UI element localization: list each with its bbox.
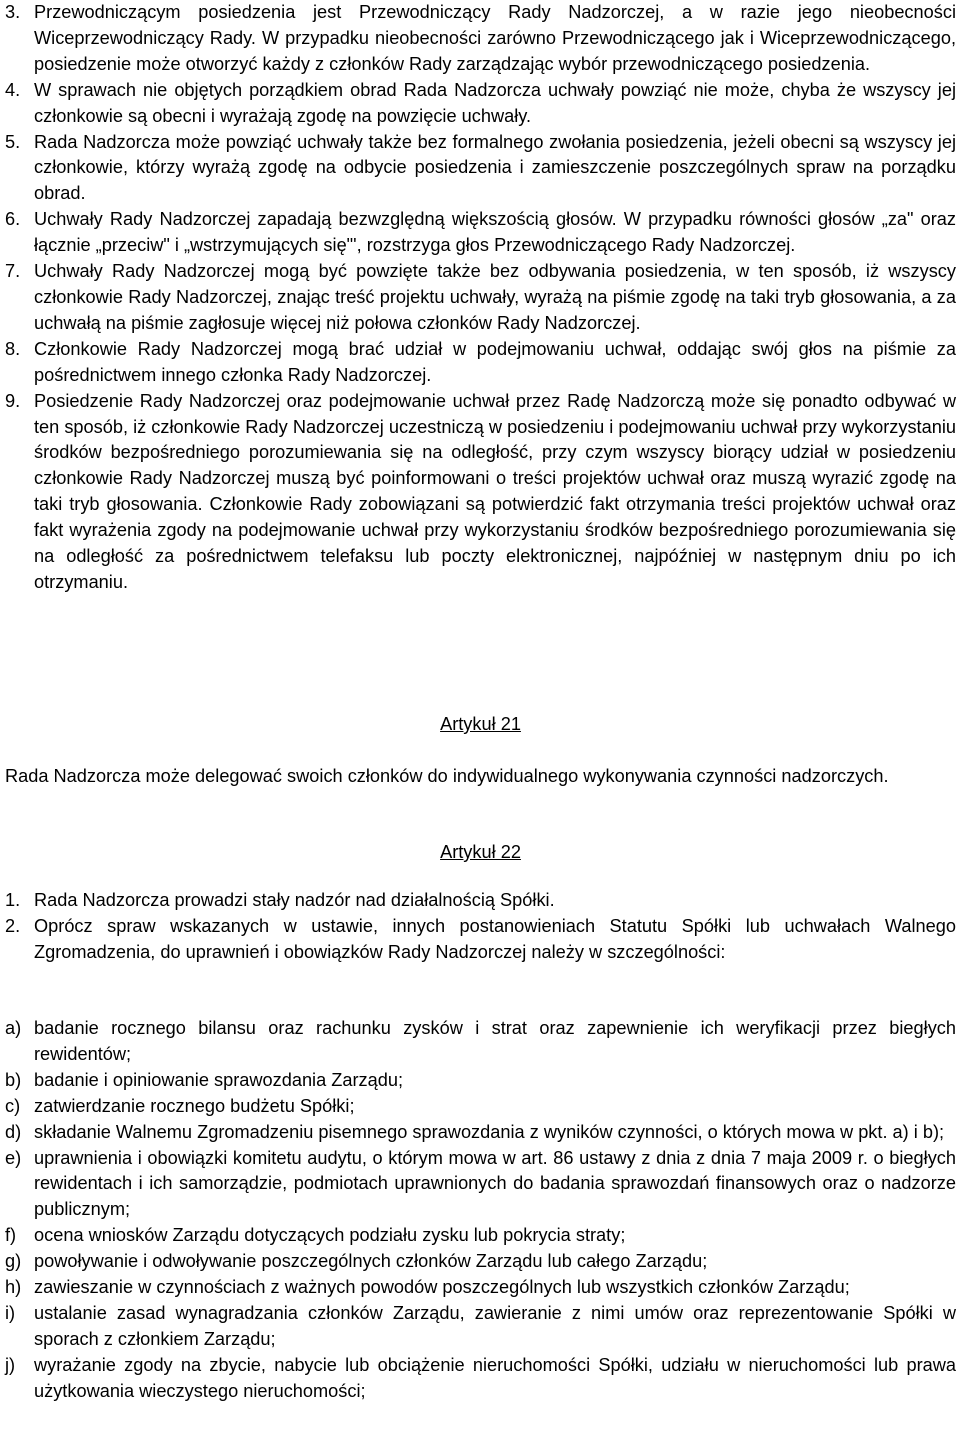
- list-item: [5, 1068, 956, 1094]
- list-item: [5, 914, 956, 966]
- list-item: [5, 1301, 956, 1353]
- article-21-heading: Artykuł 21: [440, 714, 521, 734]
- list-item: [5, 1249, 956, 1275]
- item-text: Uchwały Rady Nadzorczej mogą być powzięte także bez odbywania posiedzenia, w ten sposób, iż wszyscy członkowie Rady Nadzorczej, znając treść projektu uchwały, wyrażą na piśmie zgodę na taki tryb głosowania, a za uchwałą na piśmie zagłosuje więcej niż połowa członków Rady Nadzorczej.: [34, 261, 956, 333]
- item-number: 1.: [5, 890, 21, 910]
- list-item: [5, 1120, 956, 1146]
- item-text: Oprócz spraw wskazanych w ustawie, innych postanowieniach Statutu Spółki lub uchwałach Walnego Zgromadzenia, do uprawnień i obowiązków Rady Nadzorczej należy w szczególności:: [34, 915, 956, 962]
- item-number: 5.: [5, 131, 21, 152]
- item-number: 2.: [5, 915, 21, 936]
- item-text: wyrażanie zgody na zbycie, nabycie lub obciążenie nieruchomości Spółki, udziału w nieruchomości lub prawa użytkowania wieczystego nieruchomości;: [34, 1354, 956, 1401]
- item-letter: c): [5, 1095, 21, 1116]
- item-text: W sprawach nie objętych porządkiem obrad Rada Nadzorcza uchwały powziąć nie może, chyba że wszyscy jej członkowie są obecni i wyrażają zgodę na powzięcie uchwały.: [34, 79, 956, 126]
- item-text: zatwierdzanie rocznego budżetu Spółki;: [34, 1095, 355, 1116]
- item-letter: i): [5, 1302, 16, 1323]
- numbered-list-continued: [5, 0, 956, 596]
- list-item: [5, 337, 956, 389]
- item-number: 6.: [5, 209, 21, 230]
- list-item: [5, 1016, 956, 1068]
- item-letter: f): [5, 1225, 17, 1246]
- item-text: powoływanie i odwoływanie poszczególnych członków Zarządu lub całego Zarządu;: [34, 1251, 708, 1272]
- item-text: badanie rocznego bilansu oraz rachunku zysków i strat oraz zapewnienie ich weryfikacji przez biegłych rewidentów;: [34, 1018, 956, 1064]
- item-number: 7.: [5, 261, 21, 282]
- item-number: 8.: [5, 338, 21, 359]
- item-letter: e): [5, 1147, 22, 1168]
- item-number: 4.: [5, 79, 21, 100]
- item-text: Członkowie Rady Nadzorczej mogą brać udział w podejmowaniu uchwał, oddając swój głos na piśmie za pośrednictwem innego członka Rady Nadzorczej.: [34, 338, 956, 385]
- list-item: [5, 78, 956, 130]
- article-22-numbered-list: [5, 888, 956, 966]
- item-text: uprawnienia i obowiązki komitetu audytu, o którym mowa w art. 86 ustawy z dnia z dnia 7 maja 2009 r. o biegłych rewidentach i ich samorządzie, podmiotach uprawnionych do badania sprawozdań finansowych oraz o nadzorze publicznym;: [34, 1147, 956, 1220]
- list-item: [5, 389, 956, 596]
- list-item: [5, 207, 956, 259]
- item-text: ustalanie zasad wynagradzania członków Zarządu, zawieranie z nimi umów oraz reprezentowanie Spółki w sporach z członkiem Zarządu;: [34, 1302, 956, 1349]
- item-letter: j): [5, 1354, 16, 1375]
- item-letter: d): [5, 1121, 22, 1142]
- list-item: [5, 1353, 956, 1405]
- item-number: 9.: [5, 390, 21, 411]
- article-21-text: Rada Nadzorcza może delegować swoich członków do indywidualnego wykonywania czynności nadzorczych.: [5, 766, 889, 786]
- item-text: Rada Nadzorcza może powziąć uchwały także bez formalnego zwołania posiedzenia, jeżeli obecni są wszyscy jej członkowie, którzy wyrażą zgodę na odbycie posiedzenia i zamieszczenie poszczególnych spraw na porządku obrad.: [34, 131, 956, 204]
- list-item: [5, 1146, 956, 1224]
- item-text: Przewodniczącym posiedzenia jest Przewodniczący Rady Nadzorczej, a w razie jego nieobecności Wiceprzewodniczący Rady. W przypadku nieobecności zarówno Przewodniczącego jak i Wiceprzewodniczącego, posiedzenie może otworzyć każdy z członków Rady zarządzając wybór przewodniczącego posiedzenia.: [34, 2, 956, 74]
- item-text: Uchwały Rady Nadzorczej zapadają bezwzględną większością głosów. W przypadku równości głosów „za" oraz łącznie „przeciw" i „wstrzymujących się"', rozstrzyga głos Przewodniczącego Rady Nadzorczej.: [34, 209, 956, 256]
- item-text: ocena wniosków Zarządu dotyczących podziału zysku lub pokrycia straty;: [34, 1225, 626, 1246]
- item-text: badanie i opiniowanie sprawozdania Zarządu;: [34, 1069, 404, 1090]
- item-letter: g): [5, 1251, 22, 1272]
- list-item: [5, 1223, 956, 1249]
- list-item: [5, 0, 956, 78]
- item-letter: b): [5, 1069, 22, 1090]
- item-number: 3.: [5, 2, 21, 22]
- article-22-lettered-list: [5, 1016, 956, 1405]
- list-item: [5, 259, 956, 337]
- item-text: zawieszanie w czynnościach z ważnych powodów poszczególnych lub wszystkich członków Zarządu;: [34, 1277, 850, 1298]
- item-letter: a): [5, 1018, 22, 1038]
- list-item: [5, 1275, 956, 1301]
- list-item: [5, 888, 956, 914]
- item-text: Posiedzenie Rady Nadzorczej oraz podejmowanie uchwał przez Radę Nadzorczą może się ponadto odbywać w ten sposób, iż członkowie Rady Nadzorczej uczestniczą w posiedzeniu i podejmowaniu uchwał przy wykorzystaniu środków bezpośredniego porozumiewania się na odległość, przy czym wszyscy biorący udział w posiedzeniu członkowie Rady Nadzorczej muszą być poinformowani o treści projektów uchwał oraz muszą wyrazić zgodę na taki tryb głosowania. Członkowie Rady zobowiązani są potwierdzić fakt otrzymania treści projektów uchwał oraz fakt wyrażenia zgody na podejmowanie uchwał przy wykorzystaniu środków bezpośredniego porozumiewania się na odległość za pośrednictwem telefaksu lub poczty elektronicznej, najpóźniej w następnym dniu po ich otrzymaniu.: [34, 390, 956, 592]
- item-text: Rada Nadzorcza prowadzi stały nadzór nad działalnością Spółki.: [34, 890, 555, 910]
- article-22-heading: Artykuł 22: [440, 842, 521, 862]
- list-item: [5, 130, 956, 208]
- item-text: składanie Walnemu Zgromadzeniu pisemnego sprawozdania z wyników czynności, o których mowa w pkt. a) i b);: [34, 1121, 945, 1142]
- item-letter: h): [5, 1277, 22, 1298]
- list-item: [5, 1094, 956, 1120]
